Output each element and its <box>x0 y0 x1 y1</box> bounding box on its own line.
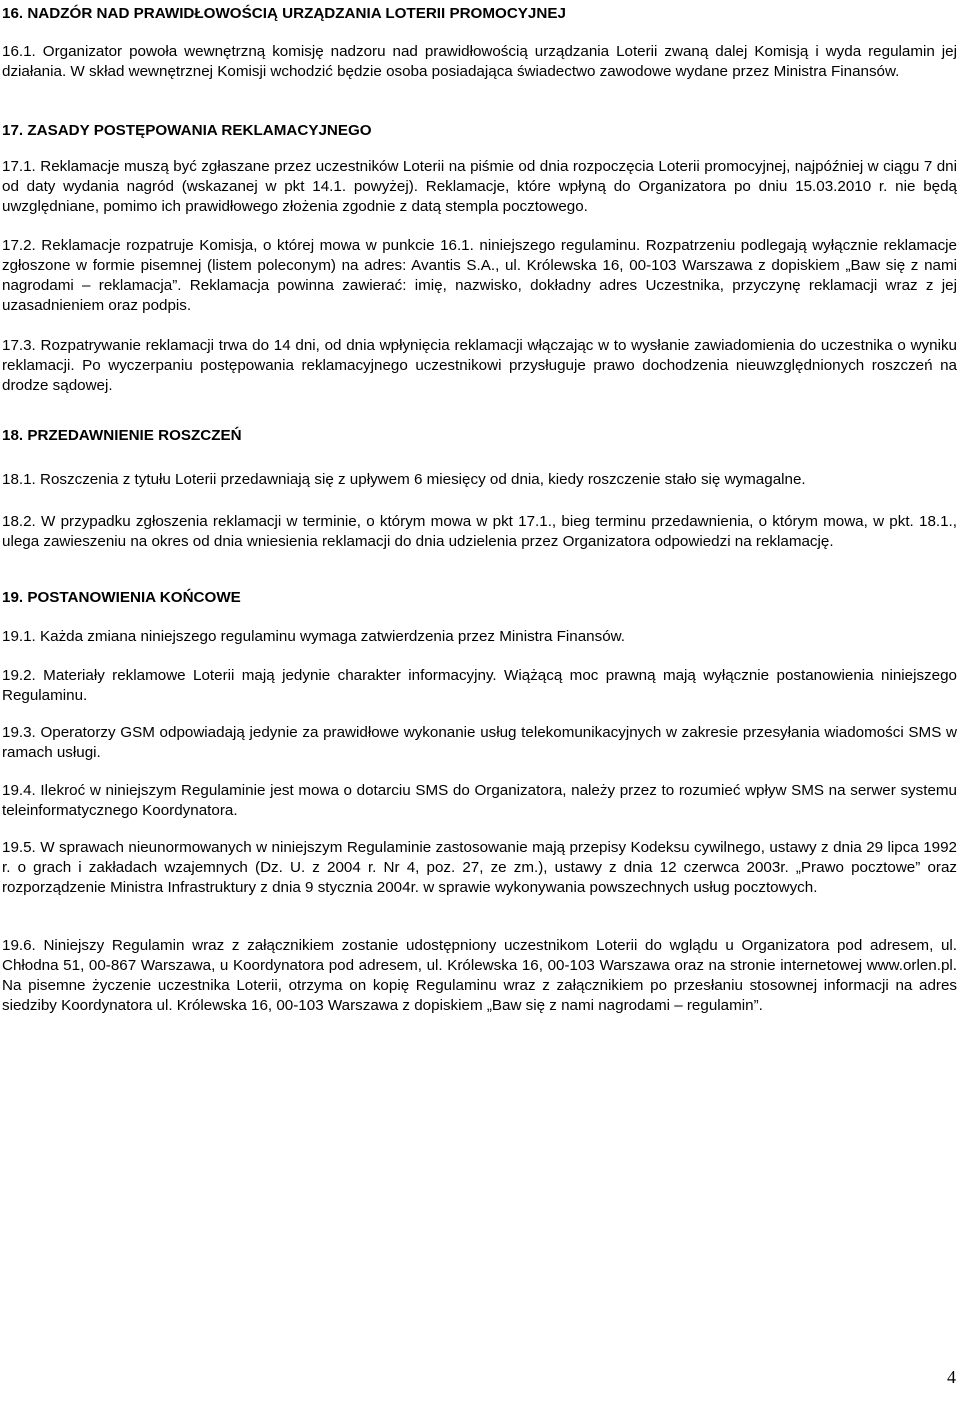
document-page <box>2 0 958 1401</box>
section-18-heading: 18. PRZEDAWNIENIE ROSZCZEŃ <box>2 427 242 444</box>
paragraph-19-4: 19.4. Ilekroć w niniejszym Regulaminie jest mowa o dotarciu SMS do Organizatora, należy przez to rozumieć wpływ SMS na serwer systemu teleinformatycznego Koordynatora. <box>2 782 957 819</box>
paragraph-19-3: 19.3. Operatorzy GSM odpowiadają jedynie za prawidłowe wykonanie usług telekomunikacyjnych w zakresie przesyłania wiadomości SMS w ramach usługi. <box>2 724 957 761</box>
paragraph-19-2: 19.2. Materiały reklamowe Loterii mają jedynie charakter informacyjny. Wiążącą moc prawną mają wyłącznie postanowienia niniejszego Regulaminu. <box>2 667 957 704</box>
paragraph-19-6: 19.6. Niniejszy Regulamin wraz z załącznikiem zostanie udostępniony uczestnikom Loterii do wglądu u Organizatora pod adresem, ul. Chłodna 51, 00-867 Warszawa, u Koordynatora pod adresem, ul. Królewska 16, 00-103 Warszawa oraz na stronie internetowej www.orlen.pl. Na pisemne życzenie uczestnika Loterii, otrzyma on kopię Regulaminu wraz z załącznikiem po przesłaniu stosownej informacji na adres siedziby Koordynatora ul. Królewska 16, 00-103 Warszawa z dopiskiem „Baw się z nami nagrodami – regulamin”. <box>2 937 957 1014</box>
paragraph-16-1: 16.1. Organizator powoła wewnętrzną komisję nadzoru nad prawidłowością urządzania Loterii zwaną dalej Komisją i wyda regulamin jej działania. W skład wewnętrznej Komisji wchodzić będzie osoba posiadająca świadectwo zawodowe wydane przez Ministra Finansów. <box>2 43 957 80</box>
page-number: 4 <box>947 1367 956 1387</box>
paragraph-19-1: 19.1. Każda zmiana niniejszego regulaminu wymaga zatwierdzenia przez Ministra Finansów. <box>2 628 625 645</box>
paragraph-17-1: 17.1. Reklamacje muszą być zgłaszane przez uczestników Loterii na piśmie od dnia rozpoczęcia Loterii promocyjnej, najpóźniej w ciągu 7 dni od daty wydania nagród (wskazanej w pkt 14.1. powyżej). Reklamacje, które wpłyną do Organizatora po dniu 15.03.2010 r. nie będą uwzględniane, pomimo ich prawidłowego złożenia zgodnie z datą stempla pocztowego. <box>2 158 957 215</box>
section-19-heading: 19. POSTANOWIENIA KOŃCOWE <box>2 589 241 606</box>
paragraph-18-1: 18.1. Roszczenia z tytułu Loterii przedawniają się z upływem 6 miesięcy od dnia, kiedy roszczenie stało się wymagalne. <box>2 471 806 488</box>
section-16-heading: 16. NADZÓR NAD PRAWIDŁOWOŚCIĄ URZĄDZANIA LOTERII PROMOCYJNEJ <box>2 5 566 22</box>
paragraph-19-5: 19.5. W sprawach nieunormowanych w niniejszym Regulaminie zastosowanie mają przepisy Kodeksu cywilnego, ustawy z dnia 29 lipca 1992 r. o grach i zakładach wzajemnych (Dz. U. z 2004 r. Nr 4, poz. 27, ze zm.), ustawy z dnia 12 czerwca 2003r. „Prawo pocztowe” oraz rozporządzenie Ministra Infrastruktury z dnia 9 stycznia 2004r. w sprawie wykonywania powszechnych usług pocztowych. <box>2 839 957 896</box>
section-17-heading: 17. ZASADY POSTĘPOWANIA REKLAMACYJNEGO <box>2 122 372 139</box>
paragraph-17-2: 17.2. Reklamacje rozpatruje Komisja, o której mowa w punkcie 16.1. niniejszego regulaminu. Rozpatrzeniu podlegają wyłącznie reklamacje zgłoszone w formie pisemnej (listem poleconym) na adres: Avantis S.A., ul. Królewska 16, 00-103 Warszawa z dopiskiem „Baw się z nami nagrodami – reklamacja”. Reklamacja powinna zawierać: imię, nazwisko, dokładny adres Uczestnika, przyczynę reklamacji wraz z jej uzasadnieniem oraz podpis. <box>2 237 957 314</box>
paragraph-18-2: 18.2. W przypadku zgłoszenia reklamacji w terminie, o którym mowa w pkt 17.1., bieg terminu przedawnienia, o którym mowa, w pkt. 18.1., ulega zawieszeniu na okres od dnia wniesienia reklamacji do dnia udzielenia przez Organizatora odpowiedzi na reklamację. <box>2 513 957 550</box>
paragraph-17-3: 17.3. Rozpatrywanie reklamacji trwa do 14 dni, od dnia wpłynięcia reklamacji włączając w to wysłanie zawiadomienia do uczestnika o wyniku reklamacji. Po wyczerpaniu postępowania reklamacyjnego uczestnikowi przysługuje prawo dochodzenia nieuwzględnionych roszczeń na drodze sądowej. <box>2 337 957 394</box>
